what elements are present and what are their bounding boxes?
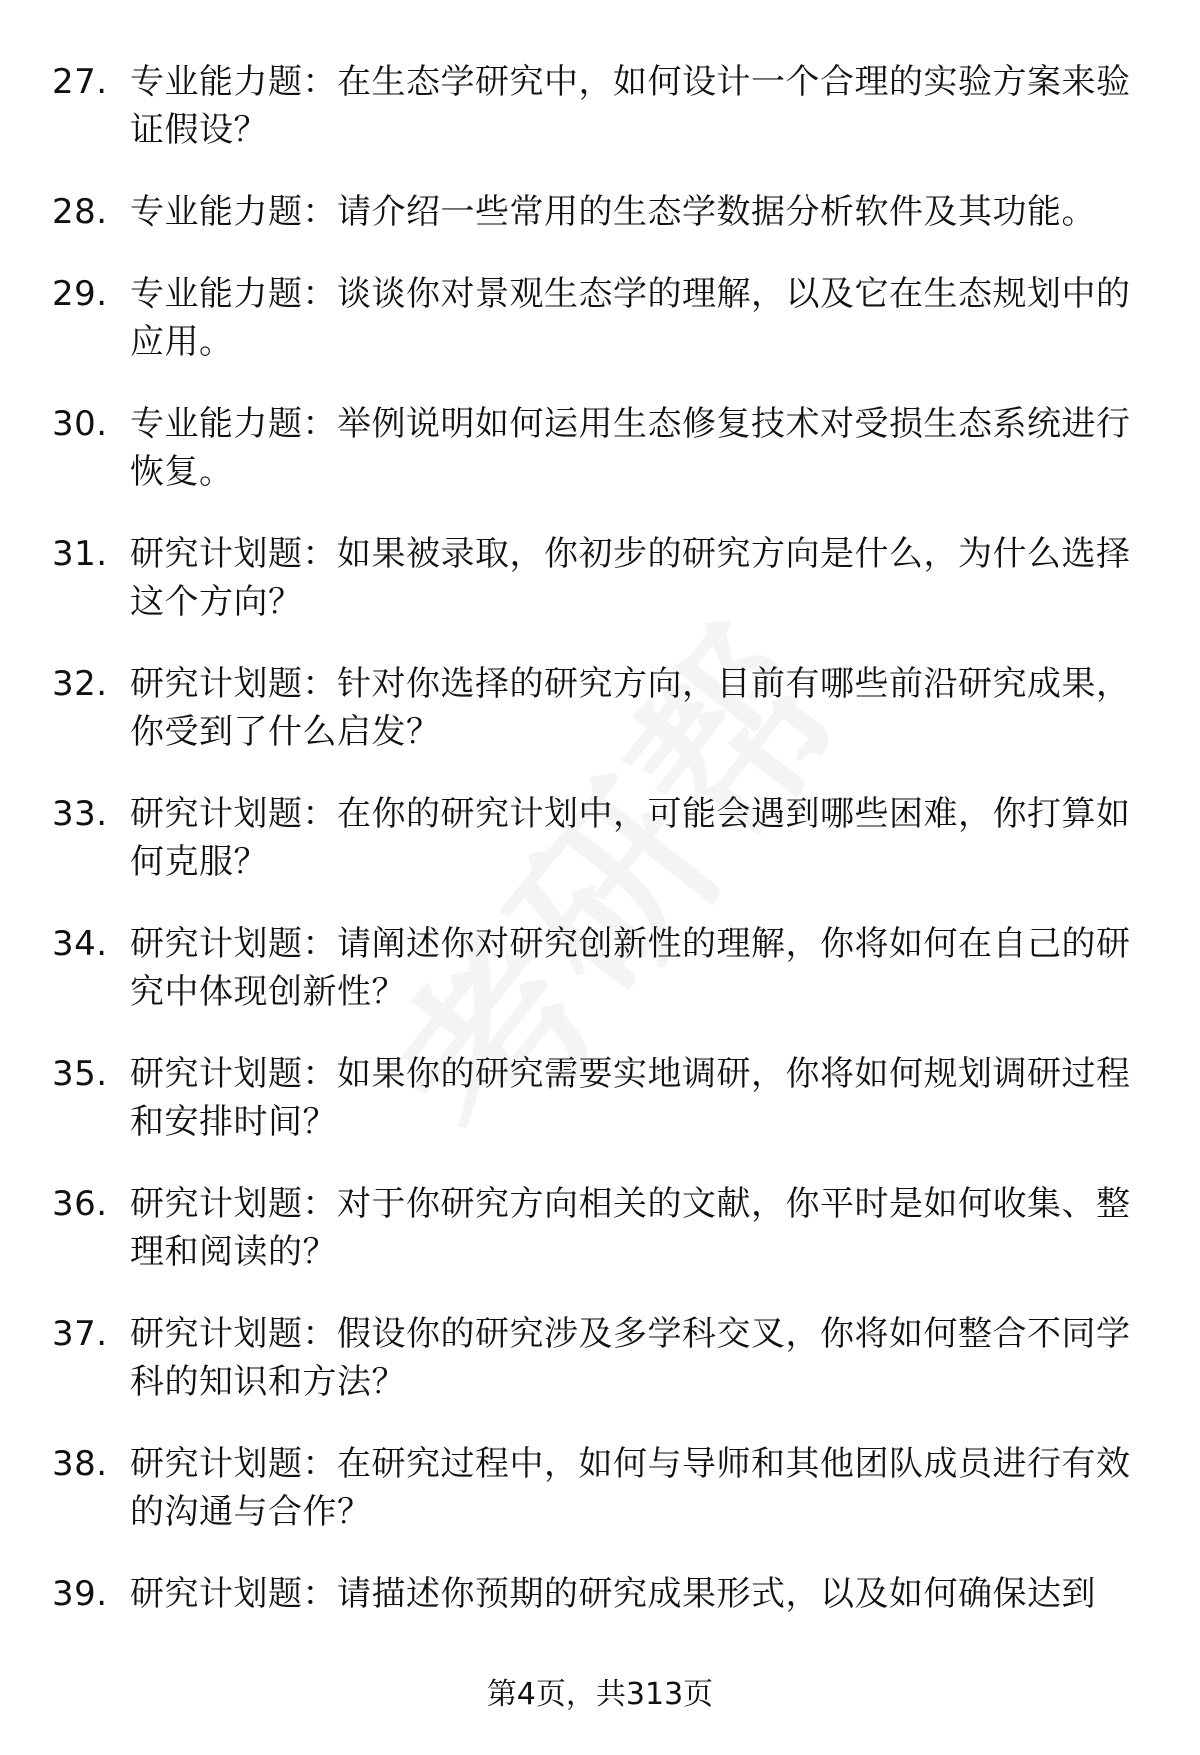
list-item xyxy=(52,530,1152,626)
item-text: 研究计划题：对于你研究方向相关的文献，你平时是如何收集、整理和阅读的？ xyxy=(130,1184,1131,1272)
list-item xyxy=(52,1440,1152,1536)
item-number: 28. xyxy=(52,192,108,232)
item-number: 36. xyxy=(52,1184,108,1224)
list-item xyxy=(52,1310,1152,1406)
list-item xyxy=(52,790,1152,886)
item-text: 研究计划题：在你的研究计划中，可能会遇到哪些困难，你打算如何克服？ xyxy=(130,794,1131,882)
list-item xyxy=(52,188,1152,236)
page-footer: 第4页，共313页 xyxy=(486,1677,714,1712)
item-text: 专业能力题：请介绍一些常用的生态学数据分析软件及其功能。 xyxy=(130,192,1096,232)
item-number: 38. xyxy=(52,1444,108,1484)
item-text: 研究计划题：如果你的研究需要实地调研，你将如何规划调研过程和安排时间？ xyxy=(130,1054,1131,1142)
item-text: 研究计划题：如果被录取，你初步的研究方向是什么，为什么选择这个方向？ xyxy=(130,534,1131,622)
item-text: 专业能力题：谈谈你对景观生态学的理解，以及它在生态规划中的应用。 xyxy=(130,274,1131,362)
item-text: 专业能力题：在生态学研究中，如何设计一个合理的实验方案来验证假设？ xyxy=(130,62,1131,150)
list-item xyxy=(52,920,1152,1016)
list-item xyxy=(52,660,1152,756)
item-text: 研究计划题：假设你的研究涉及多学科交叉，你将如何整合不同学科的知识和方法？ xyxy=(130,1314,1131,1402)
item-number: 35. xyxy=(52,1054,108,1094)
item-number: 27. xyxy=(52,62,108,102)
item-number: 37. xyxy=(52,1314,108,1354)
item-text: 研究计划题：请描述你预期的研究成果形式，以及如何确保达到 xyxy=(130,1574,1096,1614)
list-item xyxy=(52,1180,1152,1276)
item-number: 33. xyxy=(52,794,108,834)
item-number: 29. xyxy=(52,274,108,314)
item-text: 研究计划题：请阐述你对研究创新性的理解，你将如何在自己的研究中体现创新性？ xyxy=(130,924,1131,1012)
item-number: 39. xyxy=(52,1574,108,1614)
list-item xyxy=(52,58,1152,154)
item-number: 32. xyxy=(52,664,108,704)
item-text: 研究计划题：针对你选择的研究方向，目前有哪些前沿研究成果，你受到了什么启发？ xyxy=(130,664,1131,752)
item-number: 30. xyxy=(52,404,108,444)
item-text: 研究计划题：在研究过程中，如何与导师和其他团队成员进行有效的沟通与合作？ xyxy=(130,1444,1131,1532)
question-list xyxy=(52,58,1152,1652)
item-number: 34. xyxy=(52,924,108,964)
list-item xyxy=(52,1570,1152,1618)
item-text: 专业能力题：举例说明如何运用生态修复技术对受损生态系统进行恢复。 xyxy=(130,404,1131,492)
item-number: 31. xyxy=(52,534,108,574)
list-item xyxy=(52,270,1152,366)
list-item xyxy=(52,400,1152,496)
list-item xyxy=(52,1050,1152,1146)
